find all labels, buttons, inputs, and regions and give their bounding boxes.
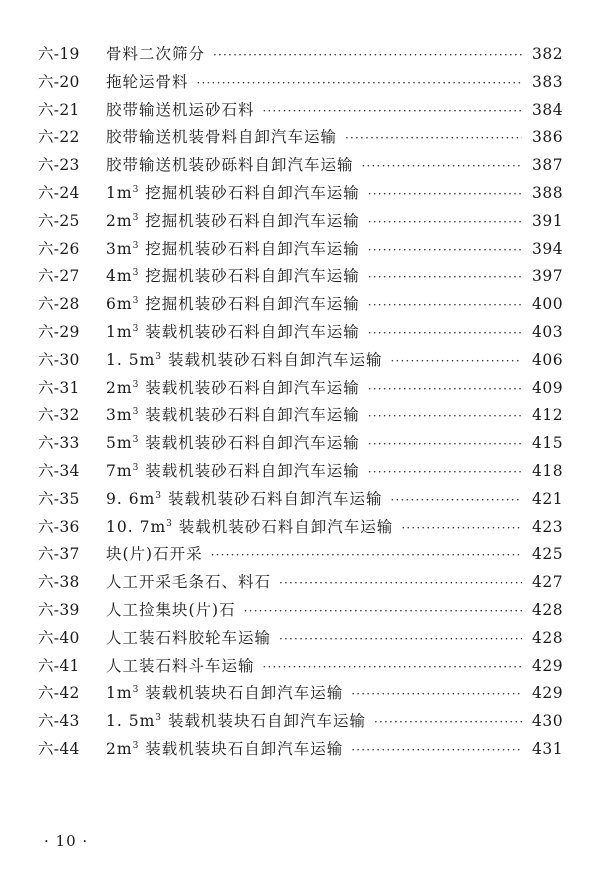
entry-number: 六-23 (38, 156, 80, 175)
entry-number: 六-28 (38, 295, 80, 314)
toc-entry[interactable] (38, 180, 562, 208)
entry-number: 六-31 (38, 378, 80, 397)
entry-title (106, 680, 343, 708)
entry-title (106, 430, 360, 458)
dot-leader (197, 70, 522, 98)
entry-title (106, 486, 382, 514)
entry-page-number: 427 (532, 573, 564, 592)
entry-page-number: 388 (532, 183, 564, 202)
toc-entry[interactable] (38, 402, 562, 430)
entry-title-text: 拖轮运骨料 (106, 72, 189, 91)
entry-page-number: 409 (532, 378, 564, 397)
toc-entry[interactable] (38, 541, 562, 569)
entry-title-text: 装载机装砂石料自卸汽车运输 (172, 517, 394, 536)
entry-title (106, 152, 354, 180)
toc-entry[interactable] (38, 97, 562, 125)
entry-title-text: 块(片)石开采 (106, 545, 203, 564)
entry-title (106, 97, 255, 125)
entry-page-number: 412 (532, 406, 564, 425)
entry-title-text: 装载机装砂石料自卸汽车运输 (139, 461, 360, 480)
entry-title (106, 625, 271, 653)
dot-leader (401, 515, 522, 543)
dot-leader (390, 348, 522, 376)
entry-number: 六-42 (38, 684, 80, 703)
entry-number: 六-44 (38, 739, 80, 758)
entry-title-text: 装载机装块石自卸汽车运输 (139, 739, 344, 758)
entry-title (106, 375, 360, 403)
toc-entry[interactable] (38, 375, 562, 403)
toc-entry[interactable] (38, 597, 562, 625)
toc-entry[interactable] (38, 291, 562, 319)
entry-capacity: 10. 7m (106, 517, 167, 536)
entry-capacity-exponent: 3 (132, 268, 140, 279)
entry-title-text: 人工装石料胶轮车运输 (106, 628, 272, 647)
toc-entry[interactable] (38, 486, 562, 514)
entry-capacity: 2m (106, 378, 133, 397)
entry-title-text: 装载机装砂石料自卸汽车运输 (139, 434, 360, 453)
entry-page-number: 429 (532, 684, 564, 703)
entry-page-number: 428 (532, 600, 564, 619)
entry-title-text: 挖掘机装砂石料自卸汽车运输 (139, 183, 360, 202)
entry-page-number: 391 (532, 211, 564, 230)
dot-leader (368, 431, 522, 459)
toc-entry[interactable] (38, 41, 562, 69)
entry-page-number: 429 (532, 656, 564, 675)
entry-title (106, 291, 360, 319)
entry-capacity-exponent: 3 (132, 407, 140, 418)
entry-number: 六-37 (38, 545, 80, 564)
toc-entry[interactable] (38, 236, 562, 264)
entry-title-text: 挖掘机装砂石料自卸汽车运输 (139, 295, 360, 314)
entry-number: 六-34 (38, 461, 80, 480)
entry-title (106, 208, 360, 236)
entry-title (106, 514, 393, 542)
toc-entry[interactable] (38, 680, 562, 708)
entry-page-number: 403 (532, 322, 564, 341)
entry-page-number: 415 (532, 434, 564, 453)
entry-capacity: 4m (106, 267, 133, 286)
entry-title (106, 458, 360, 486)
entry-page-number: 384 (532, 100, 564, 119)
dot-leader (211, 542, 522, 570)
dot-leader (368, 403, 522, 431)
entry-title (106, 41, 205, 69)
entry-number: 六-30 (38, 350, 80, 369)
entry-number: 六-33 (38, 434, 80, 453)
dot-leader (362, 153, 522, 181)
entry-number: 六-25 (38, 211, 80, 230)
entry-capacity: 2m (106, 211, 133, 230)
entry-title (106, 180, 360, 208)
entry-page-number: 387 (532, 156, 564, 175)
entry-capacity: 9. 6m (106, 489, 156, 508)
entry-number: 六-40 (38, 628, 80, 647)
dot-leader (351, 681, 522, 709)
entry-capacity-exponent: 3 (132, 740, 140, 751)
toc-entry[interactable] (38, 263, 562, 291)
entry-capacity: 1. 5m (106, 712, 156, 731)
entry-page-number: 425 (532, 545, 564, 564)
entry-title (106, 263, 360, 291)
entry-capacity-exponent: 3 (132, 462, 140, 473)
entry-page-number: 428 (532, 628, 564, 647)
entry-title (106, 541, 203, 569)
entry-title-text: 挖掘机装砂石料自卸汽车运输 (139, 211, 360, 230)
entry-page-number: 418 (532, 461, 564, 480)
entry-number: 六-36 (38, 517, 80, 536)
entry-page-number: 383 (532, 72, 564, 91)
toc-entry[interactable] (38, 208, 562, 236)
entry-title-text: 装载机装块石自卸汽车运输 (139, 684, 344, 703)
toc-entry[interactable] (38, 514, 562, 542)
entry-title-text: 挖掘机装砂石料自卸汽车运输 (139, 267, 360, 286)
entry-number: 六-41 (38, 656, 80, 675)
entry-title (106, 569, 271, 597)
entry-title (106, 653, 255, 681)
entry-page-number: 400 (532, 295, 564, 314)
entry-page-number: 421 (532, 489, 564, 508)
toc-entry[interactable] (38, 347, 562, 375)
entry-number: 六-35 (38, 489, 80, 508)
dot-leader (368, 181, 522, 209)
dot-leader (263, 654, 522, 682)
entry-title-text: 装载机装块石自卸汽车运输 (162, 712, 366, 731)
entry-title (106, 597, 236, 625)
entry-page-number: 386 (532, 128, 564, 147)
entry-title-text: 人工捡集块(片)石 (106, 600, 236, 619)
entry-title-text: 挖掘机装砂石料自卸汽车运输 (139, 239, 360, 258)
entry-capacity: 3m (106, 239, 133, 258)
entry-capacity: 3m (106, 406, 133, 425)
entry-title (106, 319, 360, 347)
entry-title-text: 人工开采毛条石、料石 (106, 573, 272, 592)
toc-entry[interactable] (38, 430, 562, 458)
entry-capacity: 1m (106, 183, 133, 202)
dot-leader (368, 320, 522, 348)
toc-entry[interactable] (38, 653, 562, 681)
entry-page-number: 406 (532, 350, 564, 369)
entry-page-number: 430 (532, 712, 564, 731)
toc-entry[interactable] (38, 736, 562, 764)
entry-capacity: 6m (106, 295, 133, 314)
toc-entry[interactable] (38, 458, 562, 486)
entry-capacity: 1m (106, 322, 133, 341)
dot-leader (368, 376, 522, 404)
entry-capacity-exponent: 3 (155, 490, 163, 501)
entry-page-number: 431 (532, 739, 564, 758)
entry-capacity-exponent: 3 (132, 296, 140, 307)
entry-capacity: 2m (106, 739, 133, 758)
entry-capacity-exponent: 3 (132, 379, 140, 390)
entry-title-text: 装载机装砂石料自卸汽车运输 (139, 406, 360, 425)
entry-capacity: 1m (106, 684, 133, 703)
toc-entry[interactable] (38, 708, 562, 736)
entry-number: 六-38 (38, 573, 80, 592)
entry-number: 六-27 (38, 267, 80, 286)
toc-entry[interactable] (38, 152, 562, 180)
entry-title-text: 装载机装砂石料自卸汽车运输 (139, 322, 360, 341)
entry-title-text: 人工装石料斗车运输 (106, 656, 255, 675)
dot-leader (351, 737, 522, 765)
entry-title (106, 402, 360, 430)
dot-leader (368, 459, 522, 487)
entry-capacity-exponent: 3 (132, 685, 140, 696)
entry-capacity-exponent: 3 (132, 323, 140, 334)
dot-leader (368, 209, 522, 237)
entry-title (106, 124, 337, 152)
dot-leader (213, 42, 522, 70)
entry-capacity-exponent: 3 (155, 712, 163, 723)
entry-page-number: 394 (532, 239, 564, 258)
dot-leader (374, 709, 522, 737)
entry-number: 六-22 (38, 128, 80, 147)
entry-capacity: 7m (106, 461, 133, 480)
entry-title-text: 装载机装砂石料自卸汽车运输 (162, 489, 383, 508)
entry-capacity-exponent: 3 (132, 212, 140, 223)
entry-number: 六-39 (38, 600, 80, 619)
dot-leader (345, 125, 522, 153)
entry-number: 六-19 (38, 45, 80, 63)
entry-capacity-exponent: 3 (155, 351, 163, 362)
entry-capacity: 1. 5m (106, 350, 156, 369)
toc-entry[interactable] (38, 319, 562, 347)
entry-title-text: 装载机装砂石料自卸汽车运输 (162, 350, 383, 369)
entry-title-text: 胶带输送机运砂石料 (106, 100, 255, 119)
dot-leader (279, 570, 522, 598)
entry-capacity-exponent: 3 (132, 435, 140, 445)
entry-title-text: 装载机装砂石料自卸汽车运输 (139, 378, 360, 397)
entry-title-text: 胶带输送机装骨料自卸汽车运输 (106, 128, 338, 147)
entry-title (106, 347, 382, 375)
dot-leader (368, 264, 522, 292)
dot-leader (244, 598, 522, 626)
toc-entry[interactable] (38, 124, 562, 152)
dot-leader (279, 626, 522, 654)
entry-number: 六-43 (38, 712, 80, 731)
entry-page-number: 382 (532, 45, 564, 63)
entry-title (106, 69, 189, 97)
toc-entry[interactable] (38, 625, 562, 653)
entry-title (106, 736, 343, 764)
dot-leader (368, 237, 522, 265)
entry-title-text: 骨料二次筛分 (106, 45, 206, 63)
dot-leader (368, 292, 522, 320)
entry-title-text: 胶带输送机装砂砾料自卸汽车运输 (106, 156, 354, 175)
entry-capacity-exponent: 3 (132, 184, 140, 195)
entry-number: 六-21 (38, 100, 80, 119)
entry-title (106, 708, 366, 736)
toc-entry[interactable] (38, 69, 562, 97)
entry-capacity: 5m (106, 434, 133, 453)
entry-number: 六-32 (38, 406, 80, 425)
dot-leader (390, 487, 522, 515)
page-number: · 10 · (44, 832, 89, 850)
entry-number: 六-29 (38, 322, 80, 341)
entry-page-number: 423 (532, 517, 564, 536)
entry-number: 六-24 (38, 183, 80, 202)
toc-entry[interactable] (38, 569, 562, 597)
entry-title (106, 236, 360, 264)
table-of-contents (38, 41, 562, 764)
entry-capacity-exponent: 3 (132, 240, 140, 251)
entry-page-number: 397 (532, 267, 564, 286)
entry-capacity-exponent: 3 (166, 518, 173, 529)
entry-number: 六-26 (38, 239, 80, 258)
dot-leader (263, 98, 522, 126)
entry-number: 六-20 (38, 72, 80, 91)
